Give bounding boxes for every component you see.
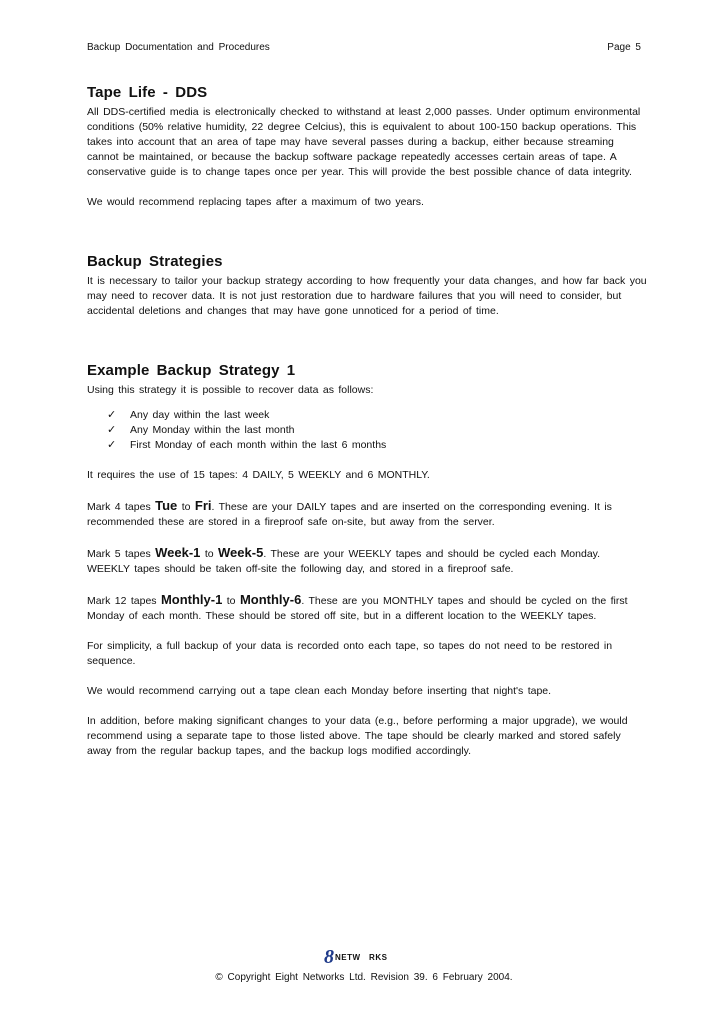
list-item <box>107 423 647 438</box>
monthly-end-label: Monthly-6 <box>239 592 302 607</box>
daily-end-label: Fri <box>194 498 212 513</box>
paragraph-daily-tapes <box>87 498 647 530</box>
logo-text: NETW RKS <box>335 952 388 962</box>
list-item-label: Any Monday within the last month <box>130 424 295 436</box>
daily-mid: to <box>177 501 195 513</box>
paragraph-separate-tape: In addition, before making significant changes to your data (e.g., before performing a major upgrade), we would recommend using a separate tape to those listed above. The tape should be clearly marked and stored safely away from the regular backup tapes, and the backup logs modified accordingly. <box>87 715 628 757</box>
page-footer: © Copyright Eight Networks Ltd. Revision 39. 6 February 2004. <box>215 972 513 983</box>
weekly-mid: to <box>200 548 219 560</box>
monthly-pre: Mark 12 tapes <box>87 595 161 607</box>
paragraph-tape-clean: We would recommend carrying out a tape clean each Monday before inserting that night's tape. <box>87 685 552 697</box>
monthly-start-label: Monthly-1 <box>160 592 223 607</box>
checkmark-icon: ✓ <box>107 409 117 421</box>
weekly-end-label: Week-5 <box>218 545 264 560</box>
heading-backup-strategies: Backup Strategies <box>87 253 223 270</box>
logo-mark: 8 <box>324 946 334 968</box>
recovery-checklist <box>87 408 647 453</box>
paragraph-simplicity: For simplicity, a full backup of your data is recorded onto each tape, so tapes do not need to be restored in sequence. <box>87 640 613 667</box>
paragraph-monthly-tapes <box>87 592 647 624</box>
paragraph-tape-replace: We would recommend replacing tapes after a maximum of two years. <box>87 196 424 208</box>
weekly-pre: Mark 5 tapes <box>87 548 156 560</box>
page-number: Page 5 <box>607 42 641 53</box>
list-item <box>107 438 647 453</box>
checkmark-icon: ✓ <box>107 424 117 436</box>
heading-example-strategy: Example Backup Strategy 1 <box>87 362 296 379</box>
list-item-label: First Monday of each month within the last 6 months <box>130 439 387 451</box>
paragraph-tape-count: It requires the use of 15 tapes: 4 DAILY, 5 WEEKLY and 6 MONTHLY. <box>87 469 430 481</box>
heading-tape-life: Tape Life - DDS <box>87 84 208 101</box>
weekly-post: . These are your WEEKLY tapes and should be cycled each Monday. WEEKLY tapes should be taken off-site the following day, and stored in a fireproof safe. <box>87 548 601 575</box>
document-title: Backup Documentation and Procedures <box>87 42 270 53</box>
list-item <box>107 408 647 423</box>
paragraph-example-intro: Using this strategy it is possible to recover data as follows: <box>87 384 374 396</box>
paragraph-backup-strategies: It is necessary to tailor your backup strategy according to how frequently your data changes, and how far back you may need to recover data. It is not just restoration due to hardware failures that you will need to consider, but accidental deletions and changes that may have gone unnoticed for a period of time. <box>87 275 647 317</box>
eight-networks-logo <box>324 948 387 966</box>
monthly-mid: to <box>222 595 240 607</box>
checkmark-icon: ✓ <box>107 439 117 451</box>
list-item-label: Any day within the last week <box>130 409 270 421</box>
paragraph-tape-life: All DDS-certified media is electronically checked to withstand at least 2,000 passes. Under optimum environmental conditions (50% relative humidity, 22 degree Celcius), this is equivalent to about 100-150 backup operations. This takes into account that an area of tape may have several passes during a backup, either because streaming cannot be maintained, or because the backup software package repeatedly accesses certain areas of tape. A conservative guide is to change tapes once per year. This will provide the best possible chance of data integrity. <box>87 106 641 178</box>
page-header <box>87 42 641 53</box>
monthly-post: . These are you MONTHLY tapes and should be cycled on the first Monday of each month. These should be stored off site, but in a different location to the WEEKLY tapes. <box>87 595 628 622</box>
paragraph-weekly-tapes <box>87 545 647 577</box>
daily-start-label: Tue <box>155 498 178 513</box>
daily-post: . These are your DAILY tapes and are inserted on the corresponding evening. It is recommended these are stored in a fireproof safe on-site, but away from the server. <box>87 501 612 528</box>
weekly-start-label: Week-1 <box>155 545 201 560</box>
page-content <box>87 84 647 759</box>
daily-pre: Mark 4 tapes <box>87 501 156 513</box>
